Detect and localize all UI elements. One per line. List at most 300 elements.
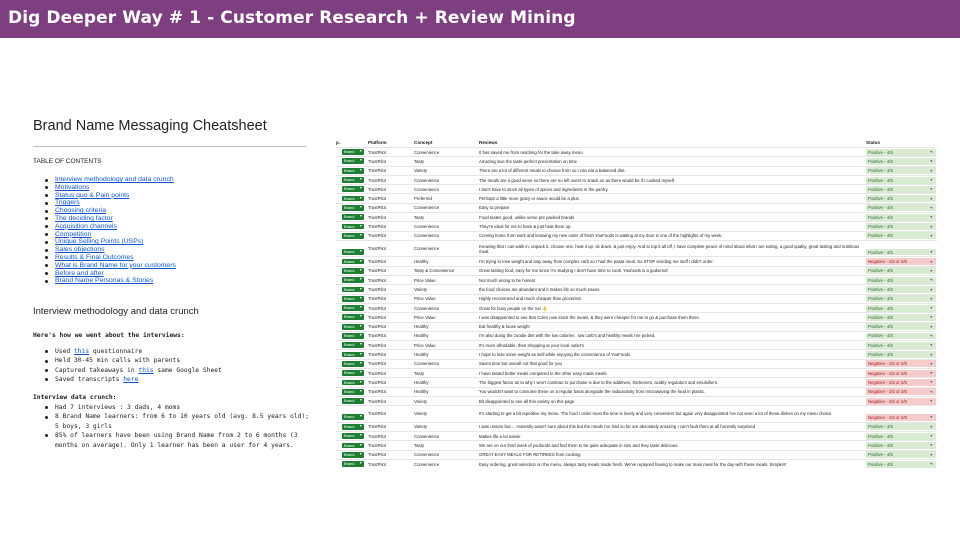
platform-cell [368,241,413,257]
bullet-icon [45,350,48,353]
review-cell [479,185,865,193]
brand-dropdown[interactable] [342,398,364,404]
review-text: Eat healthy & loose weight [479,324,530,330]
concept-cell [414,222,476,230]
status-text: Positive - 4/5 [868,452,893,458]
platform-text: TrustPilot [368,305,386,311]
status-dropdown[interactable] [866,286,936,293]
bullet-icon [45,360,48,363]
status-text: Positive - 4/5 [868,233,893,239]
status-dropdown[interactable] [866,314,936,321]
review-cell [479,369,865,377]
review-cell [479,341,865,349]
review-text: Easy to prepare [479,205,510,211]
review-text: GREAT EASY MEALS FOR RETIREES from cooking [479,452,581,458]
chevron-down-icon: ▼ [359,167,363,172]
toc-item [33,254,176,262]
review-cell [479,167,865,175]
data-crunch-list [33,403,315,450]
brand-dropdown[interactable] [342,342,364,348]
table-row [336,212,937,221]
brand-chip-label: Brand [344,442,355,448]
brand-chip-label: Brand [344,451,355,457]
bullet-icon [45,406,48,409]
brand-dropdown[interactable] [342,196,364,202]
status-dropdown[interactable] [866,149,936,156]
methodology-item [33,375,222,384]
brand-chip-label: Brand [344,195,355,201]
toc-link[interactable]: Motivations [55,183,90,191]
toc-item [33,223,176,231]
brand-dropdown[interactable] [342,268,364,274]
toc-link[interactable]: Triggers [55,199,80,207]
bullet-icon [45,210,48,213]
status-dropdown[interactable] [866,158,936,165]
brand-dropdown[interactable] [342,233,364,239]
chevron-down-icon: ▼ [929,424,933,429]
chevron-down-icon: ▼ [359,195,363,200]
bullet-icon [45,179,48,182]
brand-chip-label: Brand [344,258,355,264]
review-text: I was disappointed to see that Coles now stock the meals, & they were cheaper for me to go & purchase them there. [479,314,700,320]
platform-cell [368,432,413,440]
concept-cell [414,176,476,184]
status-dropdown[interactable] [866,195,936,202]
status-dropdown[interactable] [866,177,936,184]
status-dropdown[interactable] [866,305,936,312]
status-cell [866,460,936,468]
bullet-icon [45,416,48,419]
brand-dropdown[interactable] [342,389,364,395]
brand-dropdown[interactable] [342,352,364,358]
chevron-down-icon: ▼ [359,461,363,466]
brand-dropdown[interactable] [342,177,364,183]
platform-text: TrustPilot [368,205,386,211]
brand-dropdown[interactable] [342,249,364,255]
status-text: Positive - 4/5 [868,342,893,348]
platform-text: TrustPilot [368,296,386,302]
platform-text: TrustPilot [368,370,386,376]
concept-text: Price Value [414,342,436,348]
toc-link[interactable]: Status quo & Pain points [55,191,130,199]
review-cell [479,285,865,293]
status-dropdown[interactable] [866,258,936,265]
status-text: Positive - 4/5 [868,424,893,430]
concept-cell [414,213,476,221]
review-text: I don't have to stock all types of spices and ingredients in the pantry. [479,186,609,192]
table-row [336,203,937,212]
methodology-list [33,347,222,385]
table-row [336,396,937,405]
brand-chip-label: Brand [344,414,355,420]
concept-text: Tasty [414,370,425,376]
concept-cell [414,423,476,431]
status-text: Positive - 4/5 [868,352,893,358]
status-text: Negative - 1/5 or 2/5 [868,398,907,404]
table-row [336,431,937,440]
platform-cell [368,148,413,156]
inline-link[interactable]: here [123,376,139,384]
inline-link[interactable]: this [73,348,90,355]
brand-dropdown[interactable] [342,333,364,339]
toc-link[interactable]: Competition [55,230,92,238]
table-row [336,147,937,156]
chevron-down-icon: ▼ [359,286,363,291]
bullet-icon [45,434,48,437]
brand-chip-label: Brand [344,186,355,192]
brand-dropdown[interactable] [342,224,364,230]
review-cell [479,332,865,340]
toc-link[interactable]: Results & Final Outcomes [55,253,134,261]
review-cell [479,276,865,284]
status-cell [866,432,936,440]
status-cell [866,313,936,321]
toc-link[interactable]: Acquisition channels [55,222,117,230]
chevron-down-icon: ▼ [929,434,933,439]
status-dropdown[interactable] [866,342,936,349]
chevron-down-icon: ▼ [929,287,933,292]
bullet-icon [45,233,48,236]
chevron-down-icon: ▼ [929,389,933,394]
review-cell [479,213,865,221]
status-text: Positive - 4/5 [868,249,893,255]
brand-chip-label: Brand [344,342,355,348]
chevron-down-icon: ▼ [929,178,933,183]
toc-item [33,238,176,246]
status-cell [866,360,936,368]
concept-text: Convenience [414,224,440,230]
table-of-contents [33,176,176,285]
status-dropdown[interactable] [866,204,936,211]
status-text: Negative - 1/5 or 2/5 [868,259,907,265]
chevron-down-icon: ▼ [359,423,363,428]
toc-link[interactable]: The deciding factor [55,214,113,222]
brand-dropdown[interactable] [342,186,364,192]
status-dropdown[interactable] [866,267,936,274]
toc-link[interactable]: Unique Selling Points (USPs) [55,238,144,246]
concept-cell [414,378,476,386]
status-text: Positive - 4/5 [868,268,893,274]
review-text: Highly recommend and much cheaper than groceries! [479,296,582,302]
platform-text: TrustPilot [368,268,386,274]
review-text: Bit disappointed to see all this variety on this page [479,398,575,404]
review-text: It has saved me from reaching for the take away menu [479,149,583,155]
platform-text: TrustPilot [368,186,386,192]
brand-dropdown[interactable] [342,361,364,367]
platform-cell [368,350,413,358]
brand-dropdown[interactable] [342,414,364,420]
table-row [336,166,937,175]
brand-dropdown[interactable] [342,305,364,311]
chevron-down-icon: ▼ [929,462,933,467]
item-text: questionnaire [89,348,143,355]
status-cell [866,441,936,449]
table-row [336,459,937,468]
brand-dropdown[interactable] [342,461,364,467]
review-text: It's starting to get a bit repetitive my menu. The food I order most the time is lovely and very convenient but again very disappointed I've not seen a lot of these dishes on my menu choice [479,411,832,417]
toc-item [33,270,176,278]
status-dropdown[interactable] [866,379,936,386]
toc-link[interactable]: Brand Name Personas & Stories [55,277,154,285]
status-dropdown[interactable] [866,451,936,458]
title-banner [0,0,960,38]
toc-link[interactable]: Before and after [55,269,104,277]
platform-text: TrustPilot [368,246,386,252]
platform-text: TrustPilot [368,352,386,358]
status-text: Positive - 4/5 [868,149,893,155]
concept-text: Convenience [414,433,440,439]
review-cell [479,176,865,184]
review-text: Saves time but overall not that good for you [479,361,562,367]
brand-dropdown[interactable] [342,296,364,302]
status-cell [866,451,936,459]
review-cell [479,157,865,165]
status-dropdown[interactable] [866,323,936,330]
table-row [336,349,937,358]
chevron-down-icon: ▼ [359,214,363,219]
status-cell [866,194,936,202]
chevron-down-icon: ▼ [359,305,363,310]
table-row [336,377,937,386]
chevron-down-icon: ▼ [359,258,363,263]
review-cell [479,267,865,275]
chevron-down-icon: ▼ [359,351,363,356]
brand-dropdown[interactable] [342,259,364,265]
table-row [336,193,937,202]
concept-text: Convenience [414,305,440,311]
crunch-title: Interview data crunch: [33,394,117,401]
status-dropdown[interactable] [866,295,936,302]
toc-item [33,176,176,184]
platform-text: TrustPilot [368,149,386,155]
platform-cell [368,304,413,312]
review-text: We are on our third week of youfoods and find them to be quite adequate in size and they taste delicious. [479,442,679,448]
review-cell [479,460,865,468]
table-row [336,340,937,349]
platform-cell [368,295,413,303]
brand-chip-label: Brand [344,249,355,255]
status-dropdown[interactable] [866,214,936,221]
chevron-down-icon: ▼ [929,159,933,164]
chevron-down-icon: ▼ [359,433,363,438]
status-text: Negative - 1/5 or 2/5 [868,414,907,420]
review-cell [479,295,865,303]
brand-chip-label: Brand [344,360,355,366]
status-cell [866,176,936,184]
status-text: Positive - 4/5 [868,305,893,311]
data-crunch-item [33,431,315,450]
chevron-down-icon: ▼ [929,371,933,376]
bullet-icon [45,378,48,381]
chevron-down-icon: ▼ [929,399,933,404]
platform-text: TrustPilot [368,442,386,448]
brand-chip-label: Brand [344,277,355,283]
status-dropdown[interactable] [866,461,936,468]
chevron-down-icon: ▼ [359,267,363,272]
bullet-icon [45,369,48,372]
table-row [336,450,937,459]
platform-text: TrustPilot [368,158,386,164]
concept-cell [414,232,476,240]
brand-chip-label: Brand [344,167,355,173]
status-dropdown[interactable] [866,414,936,421]
chevron-down-icon: ▼ [929,205,933,210]
concept-cell [414,432,476,440]
brand-dropdown[interactable] [342,380,364,386]
toc-link[interactable]: Sales objections [55,246,105,254]
brand-dropdown[interactable] [342,314,364,320]
brand-dropdown[interactable] [342,168,364,174]
brand-chip-label: Brand [344,388,355,394]
brand-dropdown[interactable] [342,158,364,164]
platform-text: TrustPilot [368,424,386,430]
brand-chip-label: Brand [344,314,355,320]
brand-chip-label: Brand [344,286,355,292]
status-dropdown[interactable] [866,423,936,430]
brand-dropdown[interactable] [342,452,364,458]
toc-item [33,277,176,285]
status-dropdown[interactable] [866,360,936,367]
brand-dropdown[interactable] [342,433,364,439]
brand-dropdown[interactable] [342,205,364,211]
concept-cell [414,304,476,312]
review-text: the food choices are abundant and it makes life so much easier. [479,287,601,292]
brand-dropdown[interactable] [342,370,364,376]
platform-cell [368,257,413,265]
review-text: Makes life a lot easier [479,433,521,439]
platform-cell [368,397,413,405]
concept-cell [414,441,476,449]
concept-text: Convenience [414,205,440,211]
status-dropdown[interactable] [866,351,936,358]
toc-link[interactable]: Choosing criteria [55,207,106,215]
chevron-down-icon: ▼ [359,388,363,393]
chevron-down-icon: ▼ [929,224,933,229]
chevron-down-icon: ▼ [929,415,933,420]
section-title: Interview methodology and data crunch [33,306,199,317]
brand-dropdown[interactable] [342,277,364,283]
status-dropdown[interactable] [866,167,936,174]
table-row [336,359,937,368]
methodology-item [33,356,222,365]
status-dropdown[interactable] [866,249,936,256]
status-cell [866,423,936,431]
brand-chip-label: Brand [344,398,355,404]
concept-text: Healthy [414,259,429,265]
status-dropdown[interactable] [866,333,936,340]
table-row [336,221,937,230]
bullet-icon [45,241,48,244]
chevron-down-icon: ▼ [929,268,933,273]
brand-dropdown[interactable] [342,214,364,220]
review-cell [479,360,865,368]
concept-cell [414,397,476,405]
toc-link[interactable]: What is Brand Name for your customers [55,261,176,269]
bullet-icon [45,186,48,189]
review-cell [479,204,865,212]
chevron-down-icon: ▼ [359,342,363,347]
concept-text: Variety [414,287,428,292]
platform-cell [368,167,413,175]
table-row [336,294,937,303]
inline-link[interactable]: this [138,366,154,374]
platform-cell [368,157,413,165]
concept-cell [414,360,476,368]
brand-chip-label: Brand [344,323,355,329]
platform-cell [368,360,413,368]
brand-dropdown[interactable] [342,149,364,155]
table-row [336,256,937,265]
chevron-down-icon: ▼ [359,370,363,375]
bullet-icon [45,264,48,267]
chevron-down-icon: ▼ [359,451,363,456]
concept-cell [414,285,476,293]
review-text: I was unsure but.... Honestly wasn't sure about this but the meals I've had so far are absolutely amazing I can't fault them at all honestly surprised [479,424,756,430]
status-dropdown[interactable] [866,442,936,449]
status-dropdown[interactable] [866,388,936,395]
item-text: Captured takeaways in [55,366,139,374]
brand-dropdown[interactable] [342,424,364,430]
platform-text: TrustPilot [368,177,386,183]
platform-text: TrustPilot [368,342,386,348]
brand-dropdown[interactable] [342,443,364,449]
brand-dropdown[interactable] [342,287,364,293]
status-dropdown[interactable] [866,223,936,230]
concept-cell [414,157,476,165]
status-dropdown[interactable] [866,370,936,377]
table-row [336,440,937,449]
status-cell [866,148,936,156]
status-text: Positive - 4/5 [868,296,893,302]
status-dropdown[interactable] [866,398,936,405]
brand-dropdown[interactable] [342,324,364,330]
status-text: Positive - 4/5 [868,214,893,220]
concept-cell [414,332,476,340]
status-dropdown[interactable] [866,433,936,440]
toc-link[interactable]: Interview methodology and data crunch [55,176,174,183]
review-cell [479,397,865,405]
table-row [336,368,937,377]
chevron-down-icon: ▼ [929,296,933,301]
brand-chip-label: Brand [344,295,355,301]
concept-text: Variety [414,168,428,174]
review-text: There are a lot of different meals to choose from so I can eat a balanced diet. [479,168,626,174]
chevron-down-icon: ▼ [359,158,363,163]
brand-chip-label: Brand [344,333,355,339]
platform-text: TrustPilot [368,314,386,320]
brand-chip-label: Brand [344,232,355,238]
status-cell [866,276,936,284]
brand-chip-label: Brand [344,177,355,183]
status-text: Positive - 4/5 [868,196,893,202]
platform-text: TrustPilot [368,379,386,385]
status-dropdown[interactable] [866,186,936,193]
review-cell [479,194,865,202]
chevron-down-icon: ▼ [929,250,933,255]
concept-cell [414,267,476,275]
concept-text: Convenience [414,186,440,192]
status-dropdown[interactable] [866,232,936,239]
brand-chip-label: Brand [344,423,355,429]
status-dropdown[interactable] [866,277,936,284]
chevron-down-icon: ▼ [359,314,363,319]
platform-cell [368,341,413,349]
concept-cell [414,406,476,422]
concept-cell [414,167,476,175]
item-text: 8 Brand Name learners: from 6 to 10 years old (avg. 8.5 years old); 5 boys, 3 girls [55,413,310,430]
bullet-icon [45,256,48,259]
concept-text: Convenience [414,177,440,183]
